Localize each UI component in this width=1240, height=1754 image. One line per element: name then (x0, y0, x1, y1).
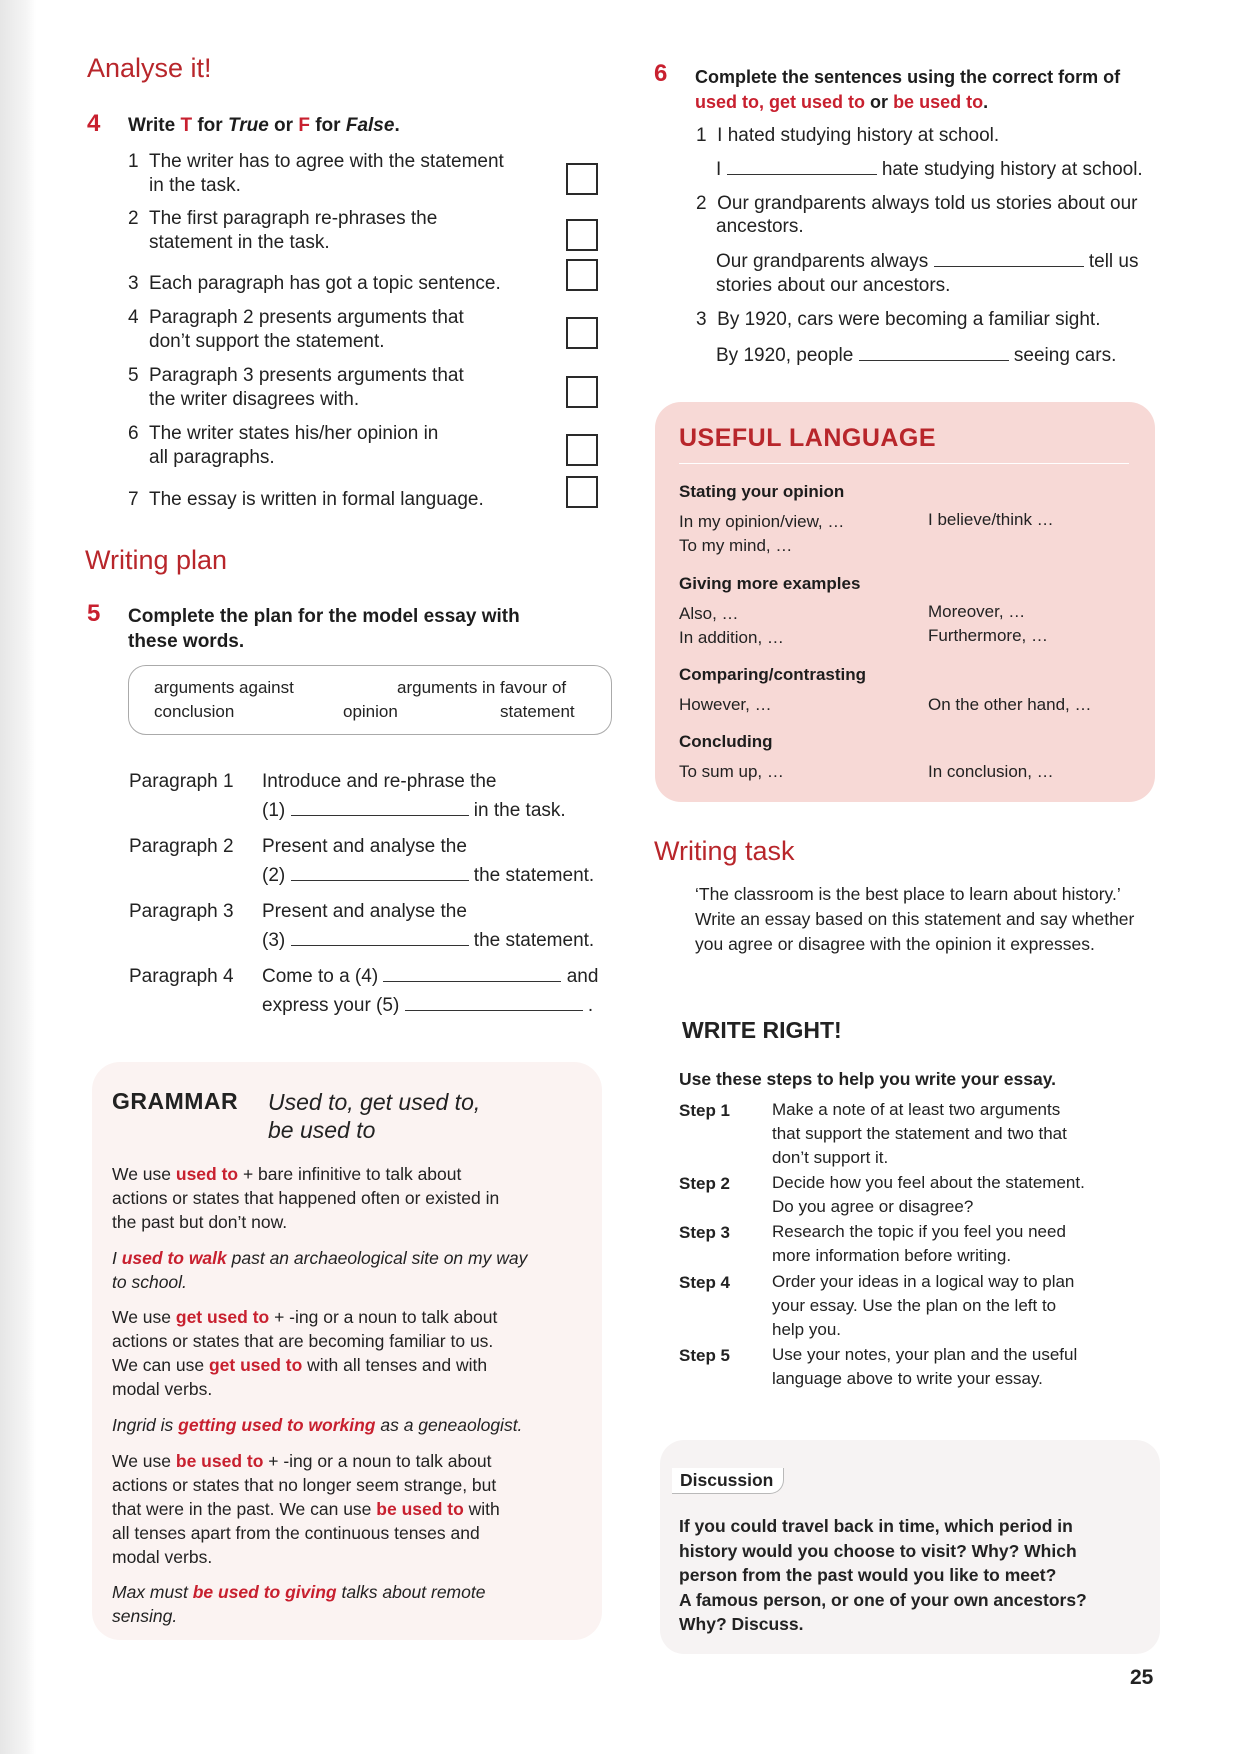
ex6-item-2-answer: Our grandparents always tell us stories about our ancestors. (716, 251, 1139, 296)
word-arguments-in-favour-of: arguments in favour of (397, 678, 567, 697)
tf-answer-box-1[interactable] (566, 163, 598, 195)
step-5-text: Use your notes, your plan and the useful language above to write your essay. (772, 1345, 1078, 1388)
useful-language-title: USEFUL LANGUAGE (679, 424, 937, 452)
step-4-text: Order your ideas in a logical way to plan your essay. Use the plan on the left to help you. (772, 1272, 1075, 1339)
step-2-label: Step 2 (679, 1174, 731, 1193)
grammar-example-get-used-to: Ingrid is getting used to working as a geneaologist. (112, 1415, 523, 1435)
grammar-subtitle: Used to, get used to, be used to (268, 1089, 481, 1143)
ul-head-examples: Giving more examples (679, 574, 861, 593)
ex6-item-1: 1 I hated studying history at school. (696, 125, 1000, 146)
tf-item-2: 2 The first paragraph re-phrases the statement in the task. (128, 208, 438, 253)
plan-paragraph-2-label: Paragraph 2 (129, 836, 234, 857)
write-right-intro: Use these steps to help you write your essay. (679, 1069, 1057, 1089)
tf-answer-box-2[interactable] (566, 219, 598, 251)
tf-item-4: 4 Paragraph 2 presents arguments that don’t support the statement. (128, 307, 464, 352)
tf-answer-box-7[interactable] (566, 476, 598, 508)
write-right-heading: WRITE RIGHT! (682, 1017, 842, 1043)
ex6-item-3-answer: By 1920, people seeing cars. (716, 345, 1117, 366)
exercise-5-instruction: Complete the plan for the model essay with these words. (128, 606, 520, 652)
exercise-6-instruction: Complete the sentences using the correct form of used to, get used to or be used to. (695, 67, 1121, 112)
word-opinion: opinion (343, 702, 398, 721)
exercise-number-5: 5 (87, 600, 101, 627)
word-box (128, 665, 612, 735)
blank-2[interactable] (291, 879, 469, 881)
tf-item-6: 6 The writer states his/her opinion in all paragraphs. (128, 423, 439, 468)
grammar-para-used-to: We use used to + bare infinitive to talk about actions or states that happened often or existed in the past but don’t now. (112, 1164, 500, 1232)
plan-paragraph-1-text: Introduce and re-phrase the (1) in the task. (262, 771, 566, 821)
word-statement: statement (500, 702, 575, 721)
ul-examples-right: Moreover, … Furthermore, … (928, 602, 1048, 645)
ul-comparing-left: However, … (679, 695, 772, 714)
ul-head-concluding: Concluding (679, 732, 773, 751)
tf-answer-box-6[interactable] (566, 434, 598, 466)
tf-item-7: 7 The essay is written in formal language. (128, 489, 484, 510)
ul-head-comparing: Comparing/contrasting (679, 665, 867, 684)
tf-item-3: 3 Each paragraph has got a topic sentence. (128, 273, 501, 294)
grammar-para-be-used-to: We use be used to + -ing or a noun to talk about actions or states that no longer seem strange, but that were in the past. We can use be used to with all tenses apart from the continuous tenses and modal verbs. (112, 1451, 500, 1567)
plan-paragraph-1-label: Paragraph 1 (129, 771, 234, 792)
exercise-4-instruction: Write T for True or F for False. (128, 115, 400, 136)
step-4-label: Step 4 (679, 1273, 731, 1292)
ex6-blank-2[interactable] (934, 265, 1084, 267)
ex6-blank-1[interactable] (727, 173, 877, 175)
writing-plan-heading: Writing plan (85, 545, 228, 575)
analyse-it-heading: Analyse it! (87, 53, 212, 83)
word-arguments-against: arguments against (154, 678, 294, 697)
grammar-para-get-used-to: We use get used to + -ing or a noun to talk about actions or states that are becoming familiar to us. We can use get used to with all tenses and with modal verbs. (112, 1307, 498, 1399)
ul-head-stating: Stating your opinion (679, 482, 845, 501)
ex6-blank-3[interactable] (859, 359, 1009, 361)
tf-answer-box-4[interactable] (566, 317, 598, 349)
plan-paragraph-2-text: Present and analyse the (2) the statement. (262, 836, 595, 886)
page-number: 25 (1130, 1666, 1154, 1689)
ex6-item-1-answer: I hate studying history at school. (716, 159, 1143, 180)
step-3-text: Research the topic if you feel you need more information before writing. (772, 1222, 1066, 1265)
writing-task-heading: Writing task (654, 836, 795, 866)
blank-3[interactable] (291, 944, 469, 946)
page-margin-shadow (0, 0, 36, 1754)
grammar-label: GRAMMAR (112, 1088, 239, 1114)
ul-examples-left: Also, … In addition, … (679, 604, 784, 647)
tf-answer-box-3[interactable] (566, 259, 598, 291)
ul-concluding-left: To sum up, … (679, 762, 784, 781)
tf-item-5: 5 Paragraph 3 presents arguments that the writer disagrees with. (128, 365, 464, 410)
discussion-questions: If you could travel back in time, which period in history would you choose to visit? Why? Which person from the past would you like to meet? A famous person, or one of your own ancestors? Why? Discuss. (679, 1516, 1087, 1634)
step-1-label: Step 1 (679, 1101, 731, 1120)
blank-4[interactable] (383, 980, 561, 982)
plan-paragraph-4-label: Paragraph 4 (129, 966, 234, 987)
exercise-number-6: 6 (654, 60, 668, 87)
ul-stating-right: I believe/think … (928, 510, 1054, 529)
blank-1[interactable] (291, 814, 469, 816)
step-5-label: Step 5 (679, 1346, 731, 1365)
useful-language-divider (679, 463, 1129, 464)
step-1-text: Make a note of at least two arguments that support the statement and two that don’t support it. (772, 1100, 1067, 1167)
grammar-example-used-to: I used to walk past an archaeological site on my way to school. (112, 1248, 528, 1292)
plan-paragraph-4-text: Come to a (4) and express your (5) . (262, 966, 599, 1016)
exercise-number-4: 4 (87, 110, 101, 137)
blank-5[interactable] (405, 1009, 583, 1011)
step-2-text: Decide how you feel about the statement. Do you agree or disagree? (772, 1173, 1085, 1216)
word-conclusion: conclusion (154, 702, 235, 721)
tf-item-1: 1 The writer has to agree with the statement in the task. (128, 151, 504, 196)
tf-answer-box-5[interactable] (566, 376, 598, 408)
plan-paragraph-3-text: Present and analyse the (3) the statement. (262, 901, 595, 951)
plan-paragraph-3-label: Paragraph 3 (129, 901, 234, 922)
grammar-example-be-used-to: Max must be used to giving talks about remote sensing. (112, 1582, 486, 1626)
writing-task-text: ‘The classroom is the best place to learn about history.’ Write an essay based on this statement and say whether you agree or disagree with the opinion it expresses. (695, 884, 1135, 954)
step-3-label: Step 3 (679, 1223, 731, 1242)
ex6-item-3: 3 By 1920, cars were becoming a familiar sight. (696, 309, 1101, 330)
ul-concluding-right: In conclusion, … (928, 762, 1054, 781)
ul-stating-left: In my opinion/view, … To my mind, … (679, 512, 845, 555)
ex6-item-2: 2 Our grandparents always told us stories about our ancestors. (696, 193, 1138, 237)
discussion-label: Discussion (672, 1468, 784, 1494)
ul-comparing-right: On the other hand, … (928, 695, 1092, 714)
